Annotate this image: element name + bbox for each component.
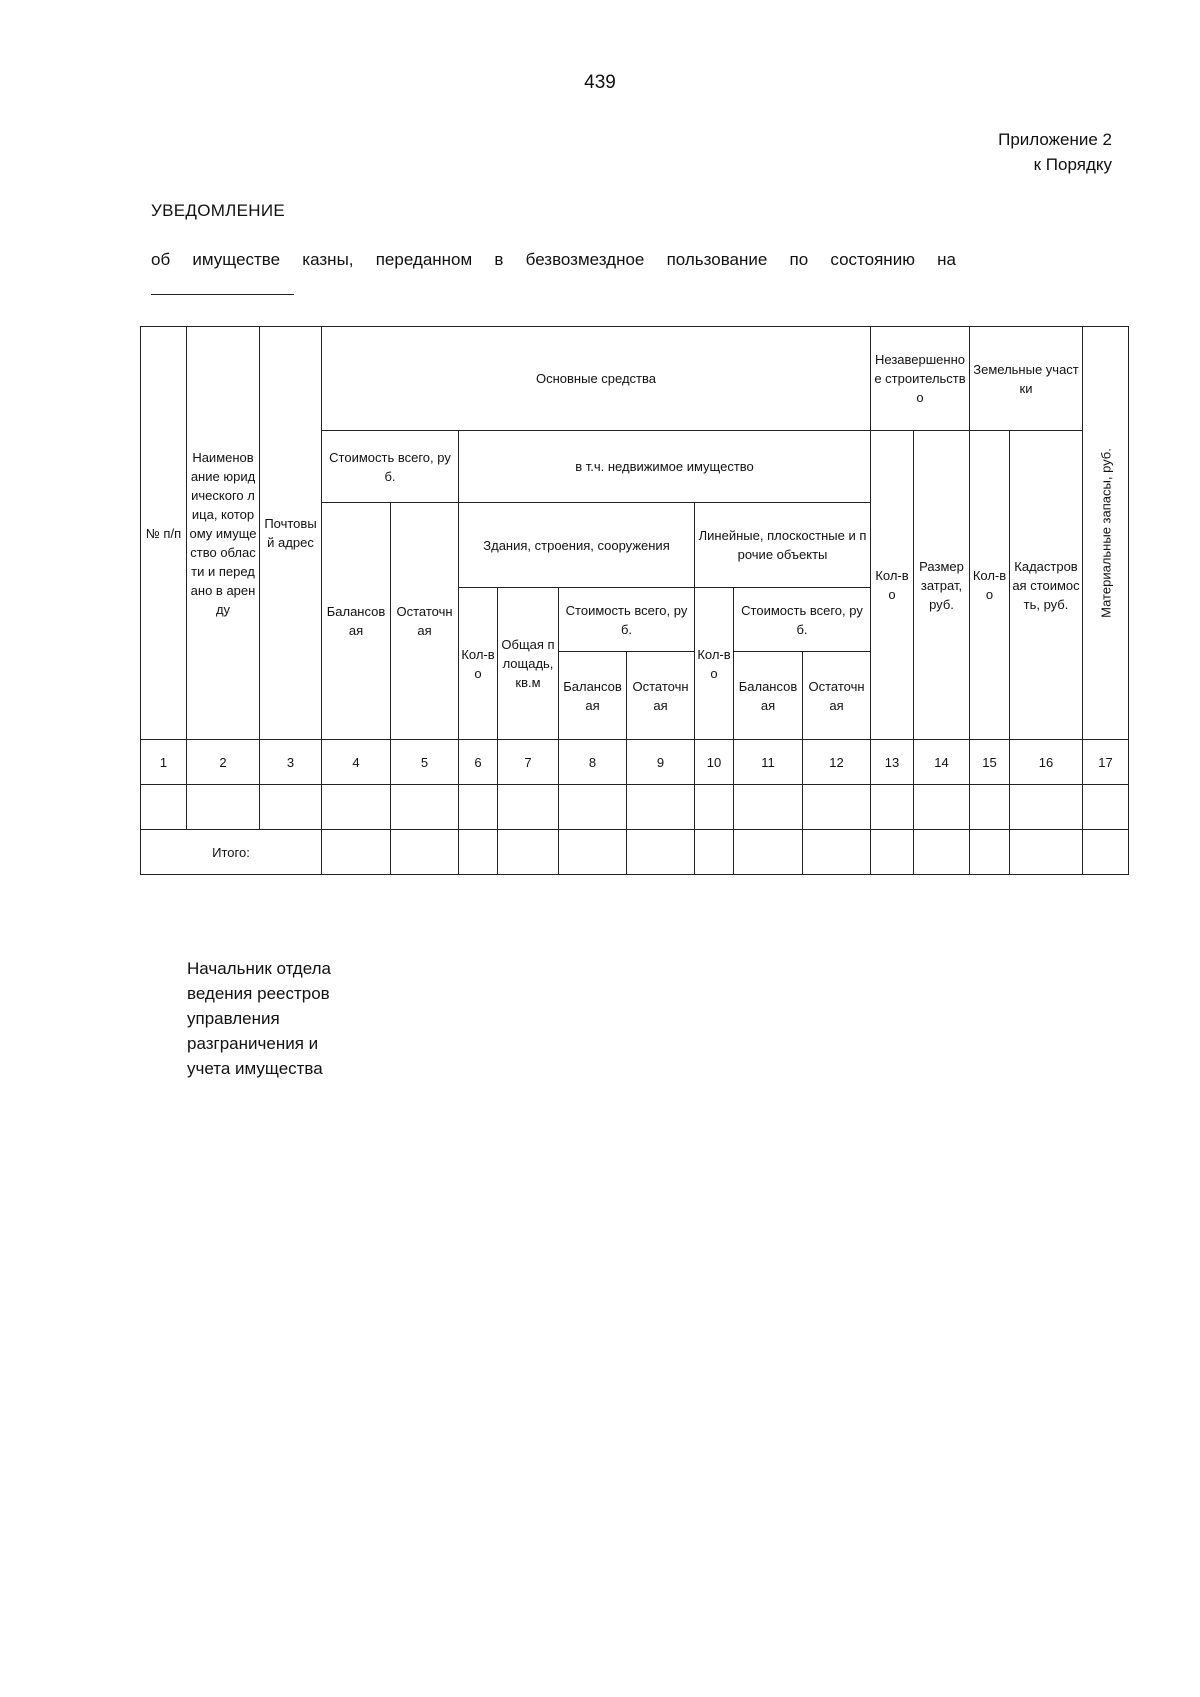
header-buildings-area: Общая площадь, кв.м xyxy=(498,588,559,740)
table-cell xyxy=(322,785,391,830)
header-linear-objects: Линейные, плоскостные и прочие объекты xyxy=(695,503,871,588)
header-linear-cost: Стоимость всего, руб. xyxy=(734,588,871,652)
table-cell xyxy=(322,830,391,875)
notice-table xyxy=(140,326,1129,875)
table-cell xyxy=(1010,785,1083,830)
header-linear-count: Кол-во xyxy=(695,588,734,740)
column-number: 7 xyxy=(498,740,559,785)
column-number: 15 xyxy=(970,740,1010,785)
column-number: 3 xyxy=(260,740,322,785)
signature-line: ведения реестров xyxy=(187,984,330,1003)
table-cell xyxy=(914,785,970,830)
table-cell xyxy=(803,785,871,830)
header-postal-address: Почтовый адрес xyxy=(260,327,322,740)
table-cell xyxy=(803,830,871,875)
table-cell xyxy=(914,830,970,875)
header-cadastral-value: Кадастровая стоимость, руб. xyxy=(1010,431,1083,740)
header-unfinished-construction: Незавершенное строительство xyxy=(871,327,970,431)
appendix-line-2: к Порядку xyxy=(1033,155,1112,174)
signature-line: разграничения и xyxy=(187,1034,319,1053)
total-row xyxy=(141,830,1129,875)
table-cell xyxy=(141,785,187,830)
table-cell xyxy=(627,830,695,875)
header-materials-cell xyxy=(1083,327,1129,740)
header-total-balance: Балансовая xyxy=(322,503,391,740)
document-subtitle: об имуществе казны, переданном в безвозмездное пользование по состоянию на xyxy=(151,250,956,269)
column-number: 17 xyxy=(1083,740,1129,785)
column-number: 12 xyxy=(803,740,871,785)
column-number: 5 xyxy=(391,740,459,785)
table-cell xyxy=(498,830,559,875)
total-label: Итого: xyxy=(141,830,322,875)
signature-block xyxy=(187,956,331,1081)
header-entity-name: Наименование юридического лица, которому имущество области и передано в аренду xyxy=(187,327,260,740)
table-cell xyxy=(459,830,498,875)
table-cell xyxy=(871,785,914,830)
header-buildings-count: Кол-во xyxy=(459,588,498,740)
table-cell xyxy=(260,785,322,830)
header-land-plots: Земельные участки xyxy=(970,327,1083,431)
table-cell xyxy=(627,785,695,830)
table-cell xyxy=(559,830,627,875)
column-number: 9 xyxy=(627,740,695,785)
table-cell xyxy=(734,785,803,830)
column-number: 6 xyxy=(459,740,498,785)
header-buildings-balance: Балансовая xyxy=(559,652,627,740)
header-total-residual: Остаточная xyxy=(391,503,459,740)
column-number: 1 xyxy=(141,740,187,785)
header-linear-residual: Остаточная xyxy=(803,652,871,740)
table-cell xyxy=(1083,785,1129,830)
table-cell xyxy=(1010,830,1083,875)
appendix-line-1: Приложение 2 xyxy=(998,130,1112,149)
date-blank-line xyxy=(151,294,294,295)
table-cell xyxy=(459,785,498,830)
table-cell xyxy=(498,785,559,830)
table-cell xyxy=(391,830,459,875)
table-cell xyxy=(695,830,734,875)
table-cell xyxy=(734,830,803,875)
column-number: 10 xyxy=(695,740,734,785)
header-buildings: Здания, строения, сооружения xyxy=(459,503,695,588)
table-cell xyxy=(1083,830,1129,875)
column-number: 11 xyxy=(734,740,803,785)
column-number: 16 xyxy=(1010,740,1083,785)
appendix-note xyxy=(998,127,1112,177)
header-materials: Материальные запасы, руб. xyxy=(1098,448,1113,618)
column-number: 2 xyxy=(187,740,260,785)
signature-line: учета имущества xyxy=(187,1059,323,1078)
header-expense-size: Размер затрат, руб. xyxy=(914,431,970,740)
table-cell xyxy=(970,785,1010,830)
table-cell xyxy=(559,785,627,830)
column-number: 13 xyxy=(871,740,914,785)
table-cell xyxy=(695,785,734,830)
table-cell xyxy=(187,785,260,830)
header-buildings-residual: Остаточная xyxy=(627,652,695,740)
table-row xyxy=(141,785,1129,830)
header-fixed-assets: Основные средства xyxy=(322,327,871,431)
table-cell xyxy=(970,830,1010,875)
document-title: УВЕДОМЛЕНИЕ xyxy=(151,201,286,220)
column-number: 8 xyxy=(559,740,627,785)
header-unfinished-count: Кол-во xyxy=(871,431,914,740)
header-buildings-cost: Стоимость всего, руб. xyxy=(559,588,695,652)
header-total-cost: Стоимость всего, руб. xyxy=(322,431,459,503)
header-linear-balance: Балансовая xyxy=(734,652,803,740)
signature-line: Начальник отдела xyxy=(187,959,331,978)
table-cell xyxy=(871,830,914,875)
header-no: № п/п xyxy=(141,327,187,740)
signature-line: управления xyxy=(187,1009,280,1028)
header-land-count: Кол-во xyxy=(970,431,1010,740)
column-number: 14 xyxy=(914,740,970,785)
table-cell xyxy=(391,785,459,830)
header-real-estate: в т.ч. недвижимое имущество xyxy=(459,431,871,503)
column-numbers-row xyxy=(141,740,1129,785)
page-number: 439 xyxy=(584,72,616,93)
column-number: 4 xyxy=(322,740,391,785)
